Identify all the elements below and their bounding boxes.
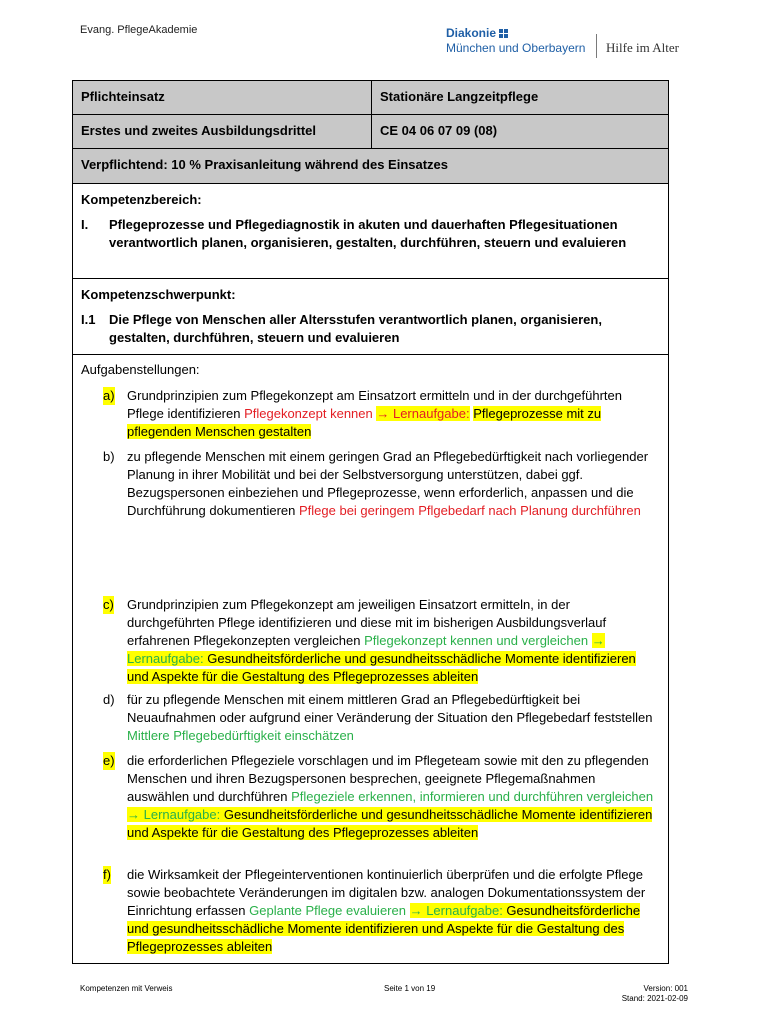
page-number: Seite 1 von 19 — [384, 984, 436, 993]
task-text: zu pflegende Menschen mit einem geringen Grad an Pflegebedürftigkeit nach vorliegender Planung in ihrer Mobilität und bei der Selbstversorgung unterstützen, dabei ggf. Bezugspersonen einbeziehen und Pflegeprozesse, wenn erforderlich, anpassen und die Durchführung dokumentieren — [127, 449, 649, 518]
task-text: Grundprinzipien zum Pflegekonzept am Einsatzort ermitteln und in der durchgeführten Pflege identifizieren — [127, 388, 622, 421]
task-f — [81, 866, 656, 956]
cell-pflichteinsatz: Pflichteinsatz — [81, 89, 165, 104]
schwerpunkt-heading: Kompetenzschwerpunkt: — [81, 287, 236, 302]
footer-version: Version: 001 — [643, 984, 688, 993]
cell-ce-code: CE 04 06 07 09 (08) — [380, 123, 498, 138]
aufgaben-heading: Aufgabenstellungen: — [81, 362, 200, 377]
cell-praxisanleitung: Verpflichtend: 10 % Praxisanleitung während des Einsatzes — [81, 157, 449, 172]
lernaufgabe-text: Pflegeprozesse mit zu pflegenden Menschen gestalten — [127, 406, 602, 439]
org-name: Evang. PflegeAkademie — [80, 24, 198, 36]
footer-stand: Stand: 2021-02-09 — [621, 994, 688, 1003]
logo-region: München und Oberbayern — [446, 41, 586, 55]
task-label: b) — [103, 449, 115, 464]
diakonie-cross-icon — [499, 29, 508, 38]
logo-divider — [596, 34, 597, 58]
lernaufgabe-arrow: → Lernaufgabe: — [409, 903, 503, 918]
row-ausbildungsdrittel — [73, 115, 668, 149]
task-goal: Pflege bei geringem Pflgebedarf nach Planung durchführen — [299, 503, 641, 518]
task-label: d) — [103, 692, 115, 707]
task-goal: Geplante Pflege evaluieren — [249, 903, 410, 918]
task-goal: Pflegeziele erkennen, informieren und durchführen vergleichen — [291, 789, 654, 804]
lernaufgabe-text: Gesundheitsförderliche und gesundheitsschädliche Momente identifizieren und Aspekte für die Gestaltung des Pflegeprozesses ableiten — [127, 807, 653, 840]
kompetenzbereich-heading: Kompetenzbereich: — [81, 192, 202, 207]
task-c — [81, 596, 656, 686]
schwerpunkt-text: Die Pflege von Menschen aller Altersstufen verantwortlich planen, organisieren, gestalten, durchführen, steuern und evaluieren — [109, 312, 602, 345]
row-kompetenzschwerpunkt — [73, 279, 668, 355]
task-goal: Pflegekonzept kennen — [244, 406, 377, 421]
logo-brand: Diakonie — [446, 26, 497, 40]
task-text: die erforderlichen Pflegeziele vorschlagen und im Pflegeteam sowie mit den zu pflegenden Menschen und ihren Bezugspersonen besprechen, geeignete Pflegemaßnahmen auswählen und durchführen — [127, 753, 649, 804]
competence-table — [72, 80, 669, 964]
task-label: c) — [103, 597, 114, 612]
task-d — [81, 691, 656, 745]
task-e — [81, 752, 656, 842]
row-verpflichtend — [73, 149, 668, 184]
cell-drittel: Erstes und zweites Ausbildungsdrittel — [81, 123, 316, 138]
lernaufgabe-text: Gesundheitsförderliche und gesundheitsschädliche Momente identifizieren und Aspekte für die Gestaltung des Pflegeprozesses ableiten — [127, 903, 641, 954]
task-goal: Mittlere Pflegebedürftigkeit einschätzen — [127, 728, 354, 743]
lernaufgabe-text: Gesundheitsförderliche und gesundheitsschädliche Momente identifizieren und Aspekte für die Gestaltung des Pflegeprozesses ableiten — [127, 651, 636, 684]
task-text: für zu pflegende Menschen mit einem mittleren Grad an Pflegebedürftigkeit bei Neuaufnahmen oder aufgrund einer Veränderung der Situation den Pflegebedarf feststellen — [127, 692, 653, 725]
logo-claim: Hilfe im Alter — [606, 40, 679, 55]
footer-title: Kompetenzen mit Verweis — [80, 984, 173, 993]
kompetenzbereich-text: Pflegeprozesse und Pflegediagnostik in akuten und dauerhaften Pflegesituationen verantwortlich planen, organisieren, gestalten, durchführen, steuern und evaluieren — [109, 217, 627, 250]
lernaufgabe-arrow: → Lernaufgabe: — [127, 633, 605, 666]
task-goal: Pflegekonzept kennen und vergleichen — [364, 633, 592, 648]
schwerpunkt-num: I.1 — [81, 312, 96, 327]
task-text: die Wirksamkeit der Pflegeinterventionen kontinuierlich überprüfen und die erfolgte Pflege sowie beobachtete Veränderungen im digitalen bzw. analogen Dokumentationssystem der Einrichtung erfassen — [127, 867, 646, 918]
task-label: a) — [103, 388, 115, 403]
task-label: e) — [103, 753, 115, 768]
task-text: Grundprinzipien zum Pflegekonzept am jeweiligen Einsatzort ermitteln, in der durchgeführten Pflege identifizieren und diese mit im bisherigen Ausbildungsverlauf erfahrenen Pflegekonzepten vergleichen — [127, 597, 607, 648]
row-kompetenzbereich — [73, 184, 668, 279]
task-label: f) — [103, 867, 111, 882]
row-einsatz — [73, 81, 668, 115]
kompetenzbereich-num: I. — [81, 217, 89, 232]
lernaufgabe-arrow: → Lernaufgabe: — [376, 406, 470, 421]
task-a — [81, 387, 656, 441]
lernaufgabe-arrow: → Lernaufgabe: — [127, 807, 221, 822]
cell-einsatzart: Stationäre Langzeitpflege — [380, 89, 539, 104]
task-b — [81, 448, 656, 520]
